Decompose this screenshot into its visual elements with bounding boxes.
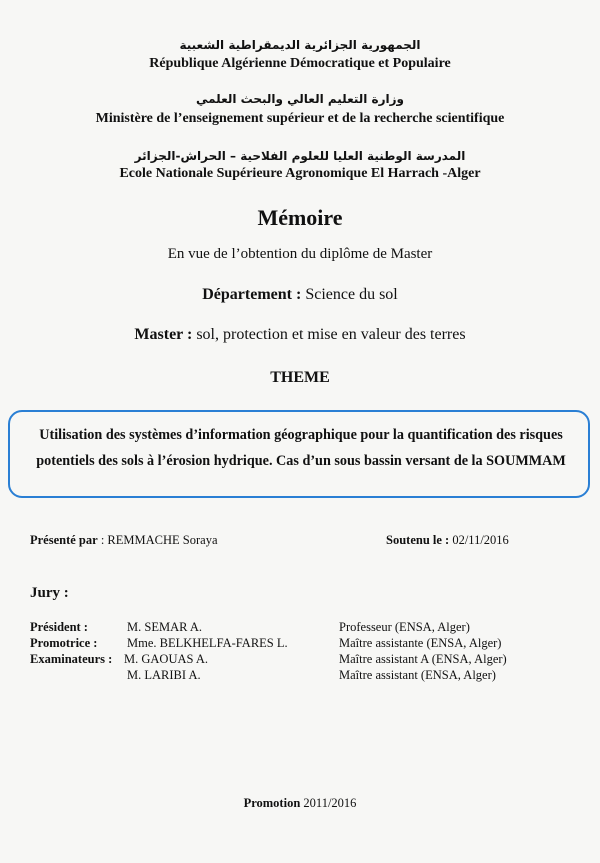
jury-name: M. GAOUAS A. — [124, 652, 209, 666]
theme-box — [8, 410, 590, 498]
ministry-arabic: وزارة التعليم العالي والبحث العلمي — [195, 92, 405, 106]
promotion-line — [0, 796, 600, 811]
jury-heading: Jury : — [30, 585, 69, 601]
jury-name: M. LARIBI A. — [127, 668, 201, 682]
department-label: Département : — [202, 286, 302, 303]
theme-heading: THEME — [270, 369, 330, 386]
defense-date — [386, 533, 509, 548]
republic-french: République Algérienne Démocratique et Populaire — [149, 56, 451, 71]
jury-role: Président : — [30, 620, 88, 634]
jury-title: Maître assistant (ENSA, Alger) — [339, 668, 496, 682]
jury-name: M. SEMAR A. — [127, 620, 203, 634]
presented-separator: : — [97, 533, 108, 547]
master-label: Master : — [134, 326, 193, 343]
jury-role: Examinateurs : — [30, 652, 113, 666]
theme-text: Utilisation des systèmes d’information géographique pour la quantification des risques potentiels des sols à l’érosion hydrique. Cas d’un sous bassin versant de la SOUMMAM — [36, 427, 566, 469]
jury-title: Maître assistant A (ENSA, Alger) — [339, 652, 507, 666]
school-french: Ecole Nationale Supérieure Agronomique El Harrach -Alger — [119, 166, 481, 181]
ministry-french: Ministère de l’enseignement supérieur et de la recherche scientifique — [95, 111, 505, 126]
jury-name: Mme. BELKHELFA-FARES L. — [127, 636, 288, 650]
defense-label: Soutenu le : — [386, 533, 450, 547]
jury-title: Maître assistante (ENSA, Alger) — [339, 636, 502, 650]
document-title: Mémoire — [257, 205, 343, 230]
presented-by — [30, 533, 218, 548]
republic-arabic: الجمهورية الجزائرية الديمقراطية الشعبية — [179, 38, 421, 52]
master-line — [0, 326, 600, 344]
promotion-years: 2011/2016 — [303, 796, 357, 810]
school-arabic: المدرسة الوطنية العليا للعلوم الفلاحية – الحراش-الجزائر — [134, 149, 466, 163]
document-subtitle: En vue de l’obtention du diplôme de Master — [167, 246, 433, 262]
jury-title: Professeur (ENSA, Alger) — [339, 620, 470, 634]
defense-date-value: 02/11/2016 — [452, 533, 509, 547]
department-line — [0, 286, 600, 304]
presented-label: Présenté par — [30, 533, 98, 547]
promotion-label: Promotion — [243, 796, 301, 810]
department-value: Science du sol — [305, 286, 398, 303]
jury-role: Promotrice : — [30, 636, 98, 650]
master-value: sol, protection et mise en valeur des terres — [196, 326, 466, 343]
presented-name: REMMACHE Soraya — [107, 533, 218, 547]
